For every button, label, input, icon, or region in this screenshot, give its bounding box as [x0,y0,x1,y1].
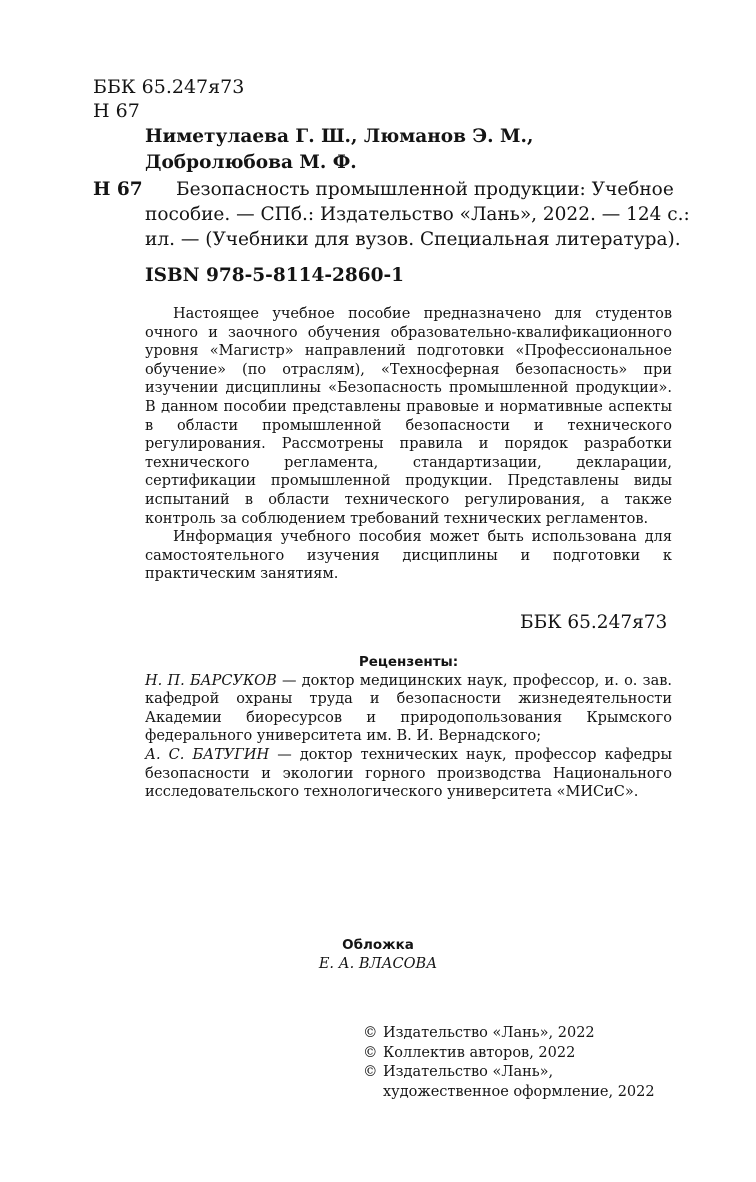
copyright-line-4: художественное оформление, 2022 [383,1083,655,1100]
annotation-paragraph-1: Настоящее учебное пособие предназначено для студентов очного и заочного обучения образовательно-квалификационного уровня «Магистр» направлений подготовки «Профессиональное обучение» (по отраслям), «Техносферная безопасность» при изучении дисциплины «Безопасность промышленной продукции». В данном пособии представлены правовые и нормативные аспекты в области промышленной безопасности и технического регулирования. Рассмотрены правила и порядок разработки технического регламента, стандартизации, декларации, сертификации промышленной продукции. Представлены виды испытаний в области технического регулирования, а также контроль за соблюдением требований технических регламентов. [145,306,672,527]
reviewer-1-text: — доктор медицинских наук, профессор, и. о. зав. кафедрой охраны труда и безопасности жизнедеятельности Академии биоресурсов и природопользования Крымского федерального университета им. В. И. Вернадского; [145,672,672,745]
copyright-line-3: © Издательство «Лань», [363,1063,655,1083]
reviewers [145,653,672,802]
reviewer-1 [145,672,672,746]
copyright-symbol: © [363,1025,378,1041]
copyright-line-2: © Коллектив авторов, 2022 [363,1044,655,1064]
reviewer-2 [145,746,672,802]
cover-label: Обложка [342,937,414,953]
reviewer-1-name: Н. П. БАРСУКОВ [145,672,277,689]
book-title-line-2: пособие. — СПб.: Издательство «Лань», 2022. — 124 с.: [145,204,690,225]
bibliographic-mark: Н 67 [93,179,143,200]
reviewer-2-name: А. С. БАТУГИН [145,746,270,763]
book-title-line-3: ил. — (Учебники для вузов. Специальная литература). [145,229,681,250]
reviewer-2-text: — доктор технических наук, профессор кафедры безопасности и экологии горного производства Национального исследовательского технологического университета «МИСиС». [145,746,672,801]
copyright-symbol: © [363,1044,378,1061]
bbk-code: ББК 65.247я73 [93,76,245,98]
authors-line-1: Ниметулаева Г. Ш., Люманов Э. М., [145,126,534,147]
cover-designer: Е. А. ВЛАСОВА [318,956,438,972]
isbn: ISBN 978-5-8114-2860-1 [145,265,405,286]
copyright-symbol: © [363,1064,378,1080]
authors-line-2: Добролюбова М. Ф. [145,152,357,173]
copyright-line-1: © Издательство «Лань», 2022 [363,1024,655,1044]
annotation [145,305,672,584]
author-mark: Н 67 [93,100,140,122]
copyright-block [363,1024,655,1102]
annotation-paragraph-2: Информация учебного пособия может быть использована для самостоятельного изучения дисциплины и подготовки к практическим занятиям. [145,529,672,583]
book-title-line-1: Безопасность промышленной продукции: Учебное [176,179,674,200]
bbk-code-right: ББК 65.247я73 [520,612,668,633]
reviewers-heading: Рецензенты: [358,654,459,670]
